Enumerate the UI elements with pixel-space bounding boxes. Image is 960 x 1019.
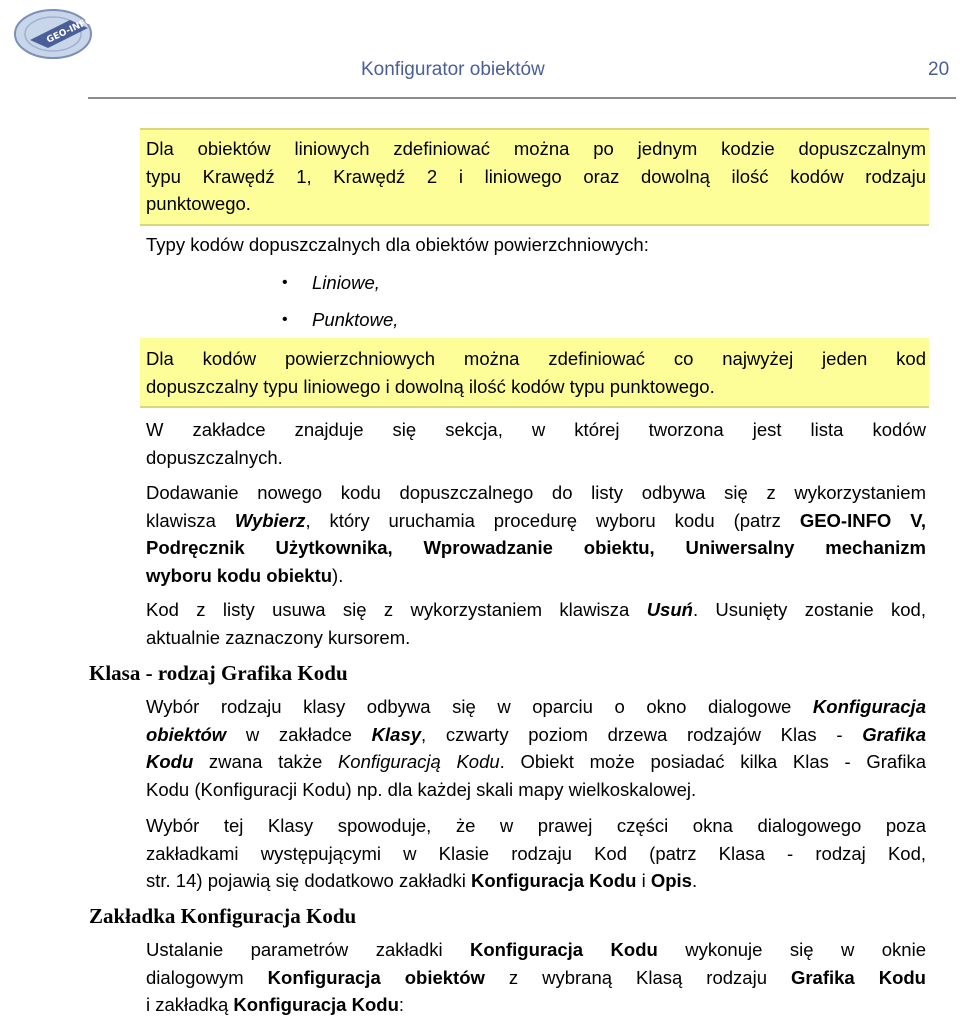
paragraph-class-effect: Wybór tej Klasy spowoduje, że w prawej części okna dialogowego poza zakładkami występującymi w Klasie rodzaju Kod (patrz Klasa - rodzaj Kod, str. 14) pojawią się dodatkowo zakładki Konfiguracja Kodu i Opis. — [146, 815, 926, 891]
section-heading-zakladka-konfiguracja-kodu: Zakładka Konfiguracja Kodu — [89, 904, 357, 928]
document-title: Konfigurator obiektów — [361, 59, 545, 80]
section-heading-class-grafika-kodu: Klasa - rodzaj Grafika Kodu — [89, 661, 348, 685]
paragraph-tab-parameters: Ustalanie parametrów zakładki Konfiguracja Kodu wykonuje się w oknie dialogowym Konfiguracja obiektów z wybraną Klasą rodzaju Grafika Kodu i zakładką Konfiguracja Kodu: — [146, 939, 926, 1015]
paragraph-remove-code: Kod z listy usuwa się z wykorzystaniem klawisza Usuń. Usunięty zostanie kod, aktualnie zaznaczony kursorem. — [146, 599, 926, 648]
paragraph-add-code: Dodawanie nowego kodu dopuszczalnego do listy odbywa się z wykorzystaniem klawisza Wybierz, który uruchamia procedurę wyboru kodu (patrz GEO-INFO V, Podręcznik Użytkownika, Wprowadzanie obiektu, Uniwersalny mechanizm wyboru kodu obiektu). — [146, 482, 926, 586]
paragraph-tab-section: W zakładce znajduje się sekcja, w której tworzona jest lista kodów dopuszczalnych. — [146, 419, 926, 468]
paragraph-class-selection: Wybór rodzaju klasy odbywa się w oparciu o okno dialogowe Konfiguracja obiektów w zakładce Klasy, czwarty poziom drzewa rodzajów Klas - Grafika Kodu zwana także Konfiguracją Kodu. Obiekt może posiadać kilka Klas - Grafika Kodu (Konfiguracji Kodu) np. dla każdej skali mapy wielkoskalowej. — [146, 696, 927, 800]
paragraph-area-codes: Dla kodów powierzchniowych można zdefiniować co najwyżej jeden kod dopuszczalny typu liniowego i dowolną ilość kodów typu punktowego. — [146, 348, 926, 397]
geo-info-logo — [8, 4, 108, 62]
bullet-item-punktowe: • Punktowe, — [312, 306, 398, 333]
header-divider — [88, 97, 956, 99]
page-number: 20 — [928, 59, 950, 80]
paragraph-linear-codes: Dla obiektów liniowych zdefiniować można po jednym kodzie dopuszczalnym typu Krawędź 1, Krawędź 2 i liniowego oraz dowolną ilość kodów rodzaju punktowego. — [146, 138, 926, 214]
svg-text:GEO-INFO: GEO-INFO — [45, 15, 95, 46]
paragraph-area-code-types: Typy kodów dopuszczalnych dla obiektów powierzchniowych: — [146, 234, 649, 255]
bullet-item-liniowe: • Liniowe, — [312, 269, 380, 296]
